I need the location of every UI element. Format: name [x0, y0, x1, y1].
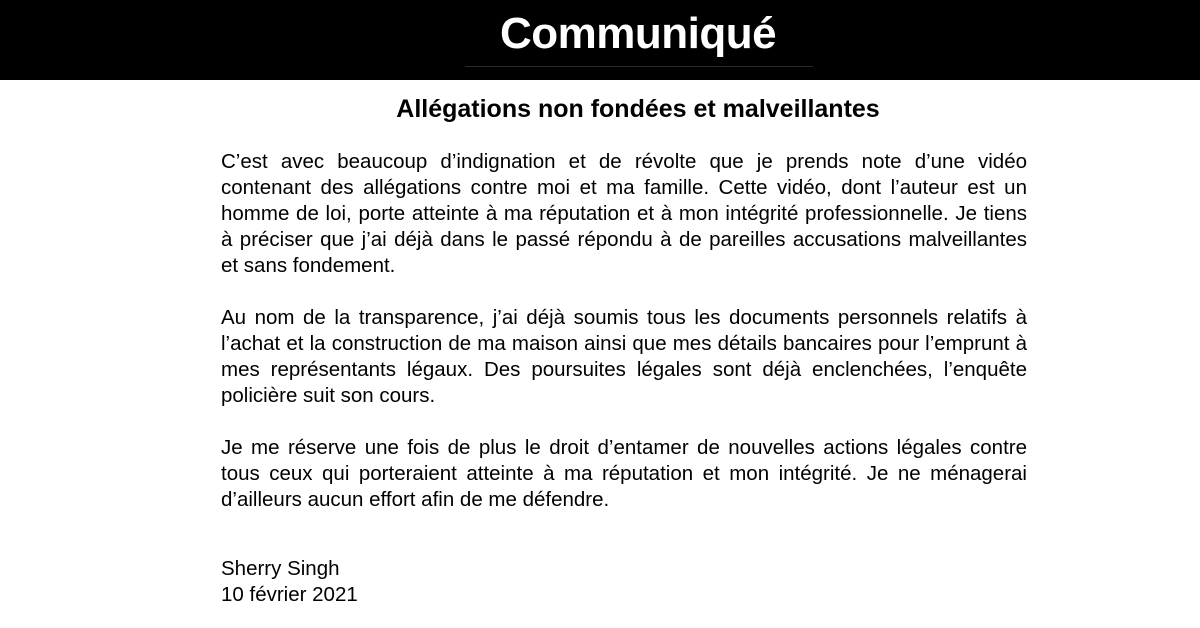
- header-bar: [0, 0, 1200, 80]
- paragraph-1: C’est avec beaucoup d’indignation et de révolte que je prends note d’une vidéo contenant des allégations contre moi et ma famille. Cette vidéo, dont l’auteur est un homme de loi, porte atteinte à ma réputation et à mon intégrité professionnelle. Je tiens à préciser que j’ai déjà dans le passé répondu à de pareilles accusations malveillantes et sans fondement.: [221, 150, 1027, 277]
- page-title: Communiqué: [499, 9, 777, 58]
- signature-date: 10 février 2021: [221, 583, 358, 606]
- signature-block: [221, 556, 358, 608]
- paragraph-3: Je me réserve une fois de plus le droit d’entamer de nouvelles actions légales contre tous ceux qui porteraient atteinte à ma réputation et mon intégrité. Je ne ménagerai d’ailleurs aucun effort afin de me défendre.: [221, 436, 1027, 511]
- paragraph-2: Au nom de la transparence, j’ai déjà soumis tous les documents personnels relatifs à l’achat et la construction de ma maison ainsi que mes détails bancaires pour l’emprunt à mes représentants légaux. Des poursuites légales sont déjà enclenchées, l’enquête policière suit son cours.: [221, 306, 1027, 407]
- title-divider: [465, 66, 813, 67]
- signature-name: Sherry Singh: [221, 557, 340, 580]
- document-subtitle: Allégations non fondées et malveillantes: [396, 95, 880, 123]
- document-body: [221, 149, 1027, 539]
